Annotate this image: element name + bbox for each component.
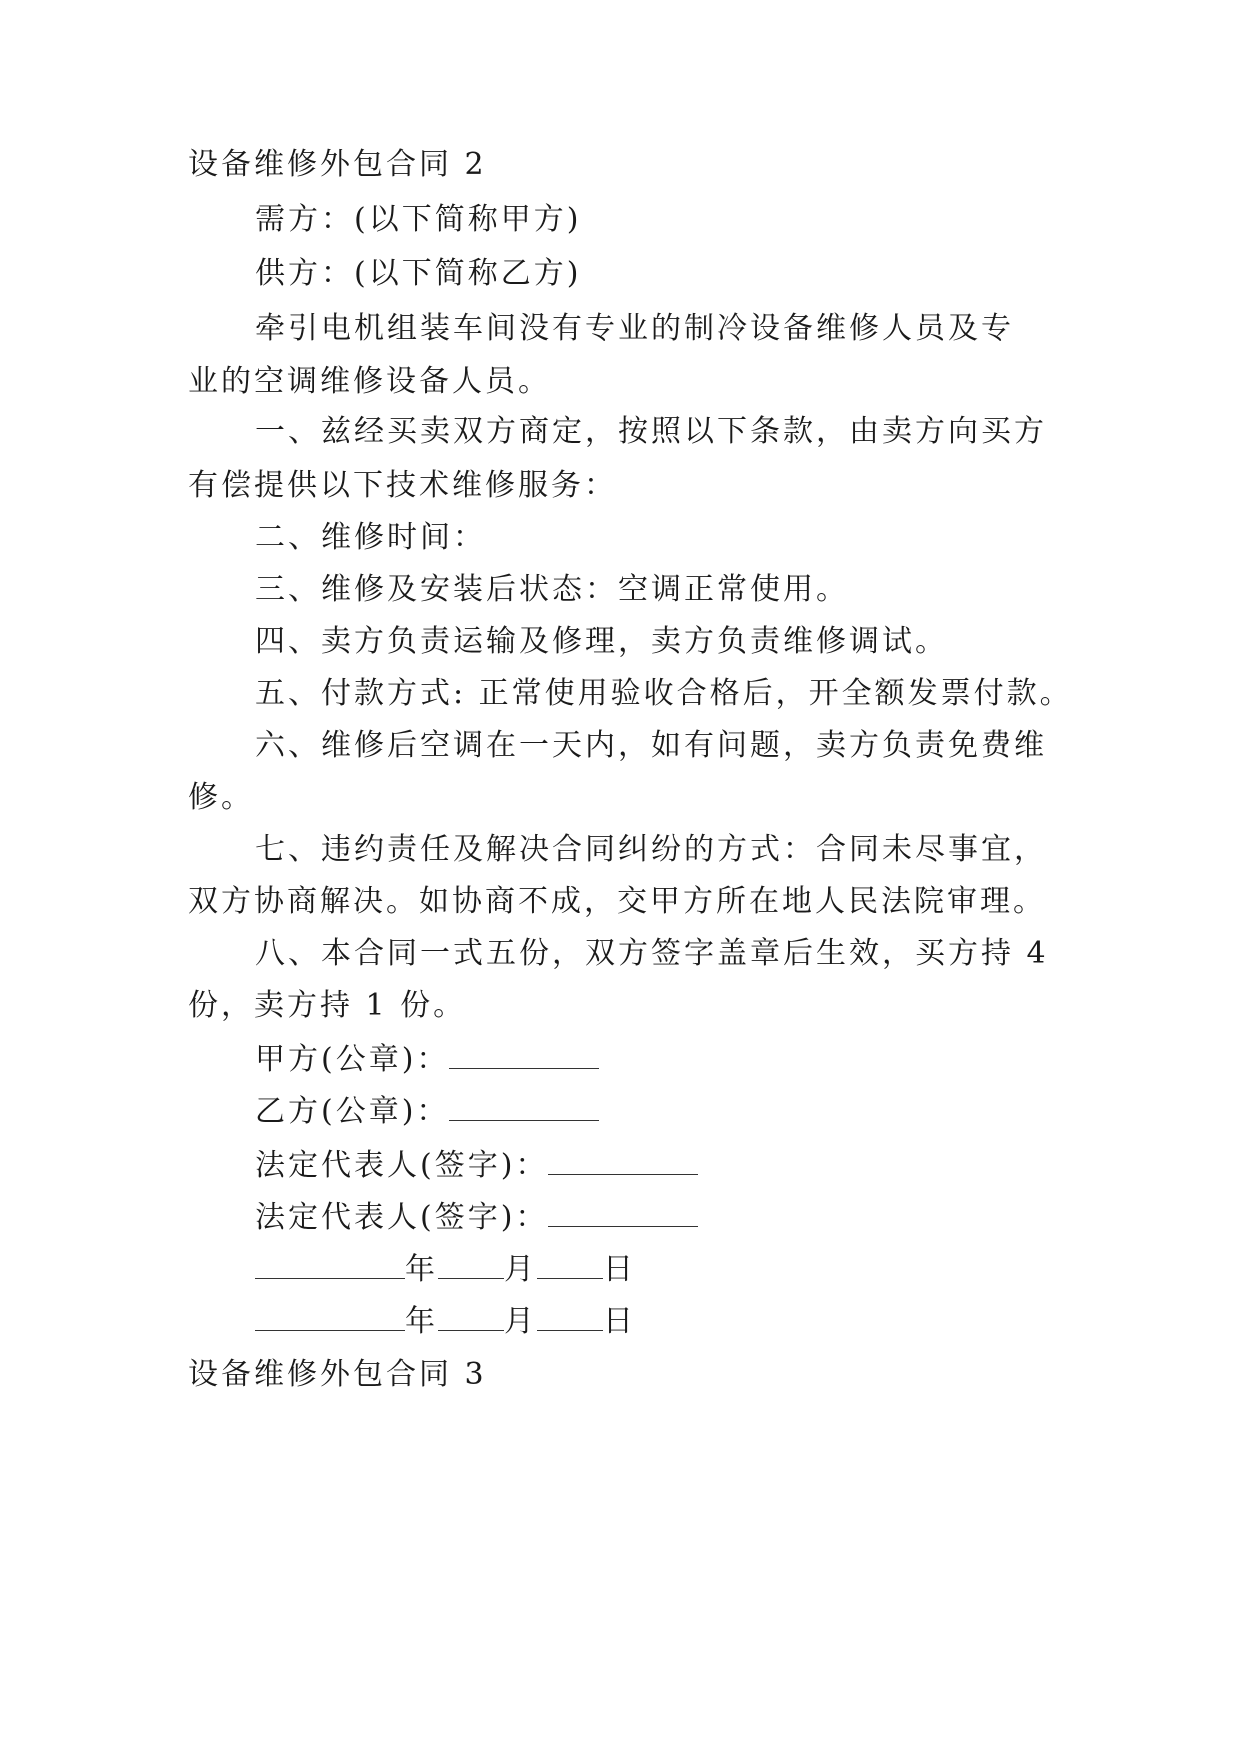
party-b-seal-row xyxy=(255,1092,599,1132)
day-blank xyxy=(537,1304,603,1331)
clause-3: 三、维修及安装后状态：空调正常使用。 xyxy=(255,572,849,607)
party-b-seal-blank xyxy=(449,1094,599,1121)
supplier-line: 供方：(以下简称乙方) xyxy=(255,256,582,291)
party-a-seal-blank xyxy=(449,1042,599,1069)
next-contract-heading: 设备维修外包合同 3 xyxy=(188,1357,487,1392)
day-label: 日 xyxy=(603,1252,636,1287)
month-blank xyxy=(438,1252,504,1279)
party-b-seal-label: 乙方(公章)： xyxy=(255,1094,450,1129)
rep-a-sign-blank xyxy=(548,1148,698,1175)
month-label: 月 xyxy=(504,1304,537,1339)
clause-8-line-1: 八、本合同一式五份，双方签字盖章后生效，买方持 4 xyxy=(255,936,1049,971)
clause-4: 四、卖方负责运输及修理，卖方负责维修调试。 xyxy=(255,624,948,659)
rep-a-sign-row xyxy=(255,1146,698,1186)
intro-line-2: 业的空调维修设备人员。 xyxy=(188,364,551,399)
day-blank xyxy=(537,1252,603,1279)
clause-8-line-2: 份，卖方持 1 份。 xyxy=(188,988,467,1023)
rep-b-sign-row xyxy=(255,1198,698,1238)
clause-7-line-2: 双方协商解决。如协商不成，交甲方所在地人民法院审理。 xyxy=(188,884,1046,919)
clause-1-line-1: 一、兹经买卖双方商定，按照以下条款，由卖方向买方 xyxy=(255,414,1047,449)
party-a-seal-row xyxy=(255,1040,599,1080)
clause-6-line-2: 修。 xyxy=(188,780,254,815)
date-row-1 xyxy=(255,1250,636,1290)
party-a-seal-label: 甲方(公章)： xyxy=(255,1042,450,1077)
contract-heading: 设备维修外包合同 2 xyxy=(188,147,487,182)
year-label: 年 xyxy=(405,1252,438,1287)
year-label: 年 xyxy=(405,1304,438,1339)
clause-6-line-1: 六、维修后空调在一天内，如有问题，卖方负责免费维 xyxy=(255,728,1047,763)
date-row-2 xyxy=(255,1302,636,1342)
intro-line-1: 牵引电机组装车间没有专业的制冷设备维修人员及专 xyxy=(255,311,1014,346)
clause-1-line-2: 有偿提供以下技术维修服务： xyxy=(188,468,617,503)
month-blank xyxy=(438,1304,504,1331)
rep-b-sign-label: 法定代表人(签字)： xyxy=(255,1200,549,1235)
rep-b-sign-blank xyxy=(548,1200,698,1227)
day-label: 日 xyxy=(603,1304,636,1339)
month-label: 月 xyxy=(504,1252,537,1287)
clause-2: 二、维修时间： xyxy=(255,520,486,555)
clause-7-line-1: 七、违约责任及解决合同纠纷的方式：合同未尽事宜， xyxy=(255,832,1047,867)
rep-a-sign-label: 法定代表人(签字)： xyxy=(255,1148,549,1183)
year-blank xyxy=(255,1304,405,1331)
demander-line: 需方：(以下简称甲方) xyxy=(255,202,582,237)
clause-5: 五、付款方式: 正常使用验收合格后，开全额发票付款。 xyxy=(255,676,1073,711)
year-blank xyxy=(255,1252,405,1279)
